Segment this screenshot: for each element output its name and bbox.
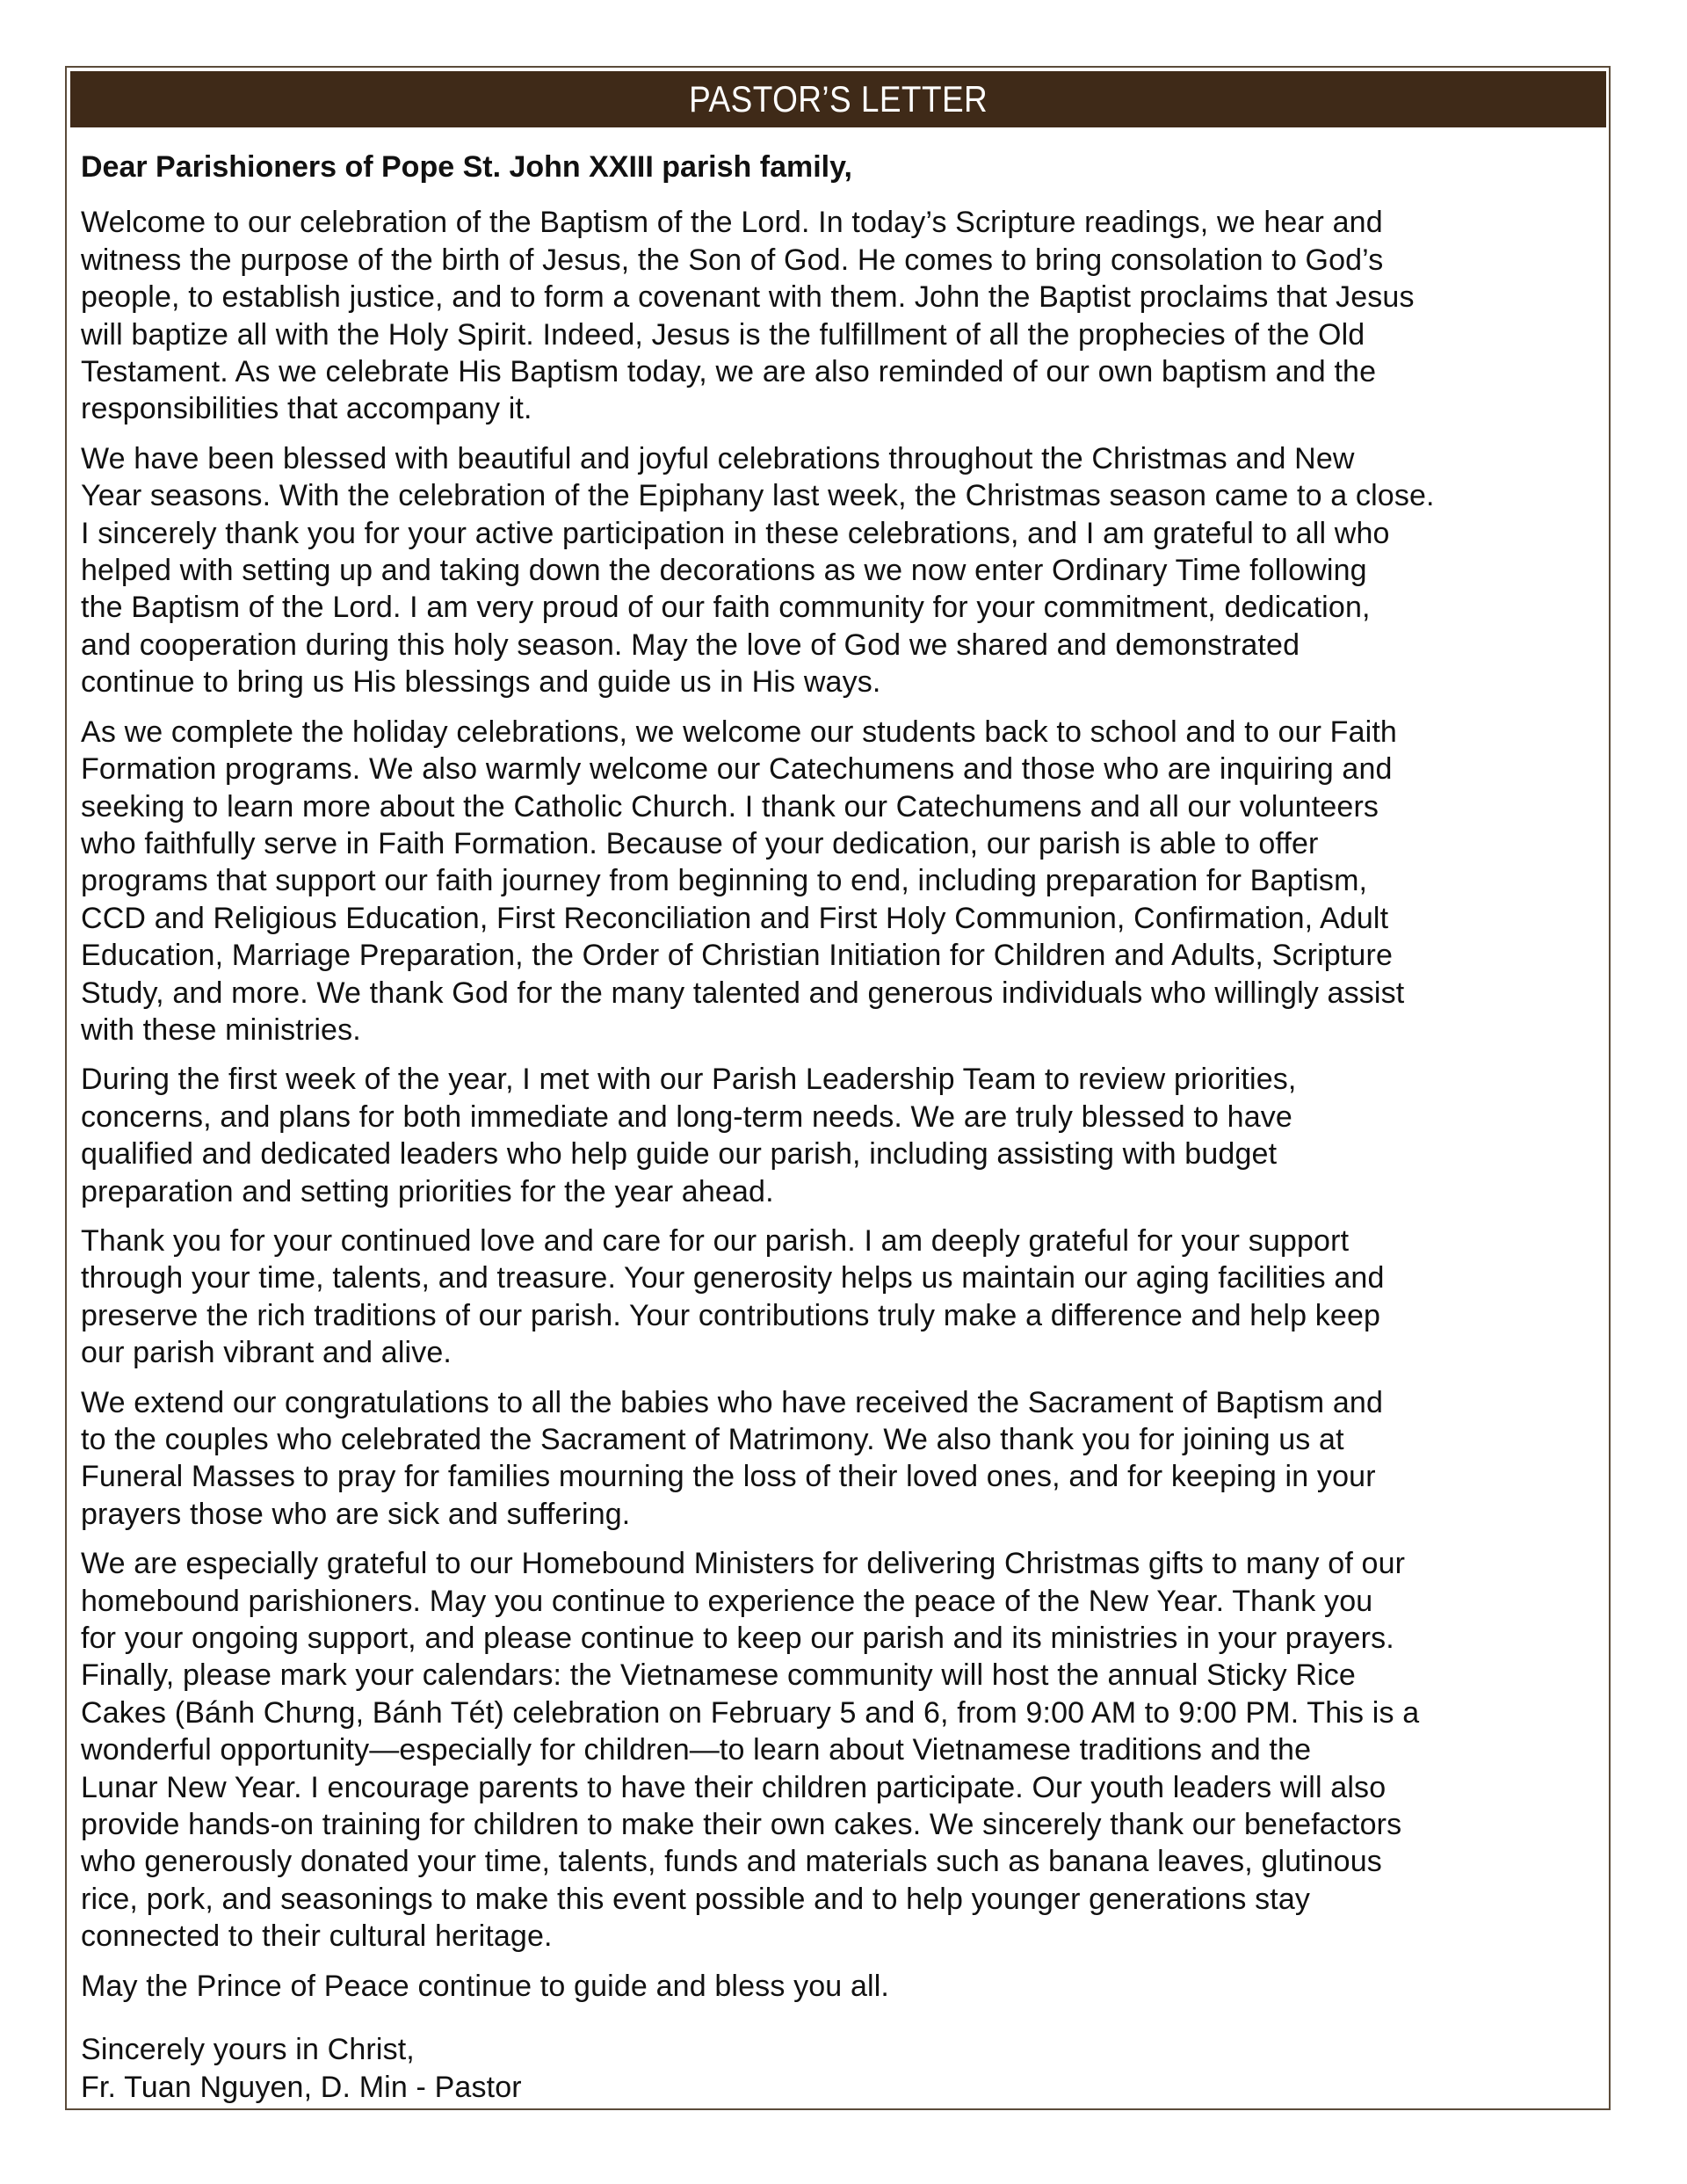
paragraph-line: preserve the rich traditions of our parish. Your contributions truly make a difference and help keep — [81, 1298, 1381, 1332]
paragraph-line: May the Prince of Peace continue to guide and bless you all. — [81, 1969, 890, 2003]
paragraph-line: our parish vibrant and alive. — [81, 1336, 453, 1370]
greeting: Dear Parishioners of Pope St. John XXIII parish family, — [81, 150, 852, 184]
paragraph-line: helped with setting up and taking down the decorations as we now enter Ordinary Time following — [81, 554, 1367, 588]
signature-closing: Sincerely yours in Christ, — [81, 2033, 415, 2067]
paragraph-line: Education, Marriage Preparation, the Order of Christian Initiation for Children and Adults, Scripture — [81, 939, 1394, 973]
paragraph — [81, 204, 1610, 427]
paragraph-line: I sincerely thank you for your active participation in these celebrations, and I am grateful to all who — [81, 516, 1390, 550]
paragraph-line: continue to bring us His blessings and guide us in His ways. — [81, 665, 881, 700]
paragraph-line: with these ministries. — [81, 1012, 361, 1047]
paragraph-line: Formation programs. We also warmly welcome our Catechumens and those who are inquiring and — [81, 752, 1393, 787]
paragraph-line: Thank you for your continued love and care for our parish. I am deeply grateful for your support — [81, 1223, 1350, 1258]
signature-name: Fr. Tuan Nguyen, D. Min - Pastor — [81, 2070, 522, 2104]
paragraph-line: Lunar New Year. I encourage parents to have their children participate. Our youth leaders will also — [81, 1770, 1387, 1804]
paragraph — [81, 1968, 1610, 2005]
section-title: PASTOR’S LETTER — [688, 78, 988, 120]
paragraph — [81, 1545, 1610, 1955]
paragraph-line: Finally, please mark your calendars: the Vietnamese community will host the annual Sticky Rice — [81, 1658, 1356, 1693]
paragraph-line: through your time, talents, and treasure. Your generosity helps us maintain our aging facilities and — [81, 1261, 1385, 1295]
paragraph-line: prayers those who are sick and suffering. — [81, 1497, 631, 1531]
section-header — [70, 71, 1606, 127]
paragraph-line: seeking to learn more about the Catholic Church. I thank our Catechumens and all our volunteers — [81, 789, 1379, 824]
letter-body — [81, 149, 1610, 2106]
paragraph-line: Cakes (Bánh Chưng, Bánh Tét) celebration on February 5 and 6, from 9:00 AM to 9:00 PM. This is a — [81, 1695, 1420, 1730]
paragraph-line: We extend our congratulations to all the babies who have received the Sacrament of Baptism and — [81, 1385, 1384, 1419]
paragraph-line: for your ongoing support, and please continue to keep our parish and its ministries in your prayers. — [81, 1622, 1394, 1656]
paragraph-line: Testament. As we celebrate His Baptism today, we are also reminded of our own baptism and the — [81, 355, 1377, 389]
paragraph-line: concerns, and plans for both immediate and long-term needs. We are truly blessed to have — [81, 1099, 1292, 1134]
paragraph-line: connected to their cultural heritage. — [81, 1919, 553, 1954]
paragraph-line: will baptize all with the Holy Spirit. Indeed, Jesus is the fulfillment of all the prophecies of the Old — [81, 317, 1365, 352]
paragraph-line: We are especially grateful to our Homebound Ministers for delivering Christmas gifts to many of our — [81, 1547, 1406, 1581]
paragraph-line: preparation and setting priorities for the year ahead. — [81, 1174, 774, 1208]
paragraphs — [81, 204, 1610, 2005]
paragraph-line: Welcome to our celebration of the Baptism of the Lord. In today’s Scripture readings, we hear and — [81, 206, 1383, 240]
paragraph-line: Funeral Masses to pray for families mourning the loss of their loved ones, and for keeping in your — [81, 1460, 1376, 1494]
paragraph-line: wonderful opportunity—especially for children—to learn about Vietnamese traditions and the — [81, 1733, 1312, 1767]
paragraph — [81, 1384, 1610, 1534]
paragraph — [81, 440, 1610, 701]
paragraph-line: Study, and more. We thank God for the many talented and generous individuals who willingly assist — [81, 976, 1405, 1010]
paragraph-line: witness the purpose of the birth of Jesus, the Son of God. He comes to bring consolation to God’s — [81, 243, 1384, 277]
paragraph-line: to the couples who celebrated the Sacrament of Matrimony. We also thank you for joining us at — [81, 1423, 1344, 1456]
paragraph-line: who generously donated your time, talents, funds and materials such as banana leaves, glutinous — [81, 1845, 1382, 1879]
paragraph-line: CCD and Religious Education, First Reconciliation and First Holy Communion, Confirmation, Adult — [81, 901, 1389, 935]
paragraph-line: the Baptism of the Lord. I am very proud of our faith community for your commitment, dedication, — [81, 591, 1371, 625]
signature-block — [81, 2031, 1610, 2106]
paragraph-line: rice, pork, and seasonings to make this event possible and to help younger generations stay — [81, 1882, 1311, 1916]
paragraph-line: people, to establish justice, and to form a covenant with them. John the Baptist proclaims that Jesus — [81, 280, 1415, 315]
paragraph-line: During the first week of the year, I met with our Parish Leadership Team to review priorities, — [81, 1063, 1297, 1097]
paragraph-line: We have been blessed with beautiful and joyful celebrations throughout the Christmas and New — [81, 441, 1355, 475]
paragraph-line: homebound parishioners. May you continue to experience the peace of the New Year. Thank you — [81, 1584, 1373, 1618]
paragraph — [81, 714, 1610, 1049]
paragraph-line: and cooperation during this holy season. May the love of God we shared and demonstrated — [81, 628, 1300, 662]
paragraph-line: provide hands-on training for children to make their own cakes. We sincerely thank our benefactors — [81, 1808, 1402, 1842]
paragraph-line: who faithfully serve in Faith Formation. Because of your dedication, our parish is able to offer — [81, 826, 1319, 860]
paragraph-line: programs that support our faith journey from beginning to end, including preparation for Baptism, — [81, 864, 1368, 898]
paragraph — [81, 1223, 1610, 1372]
paragraph — [81, 1061, 1610, 1210]
paragraph-line: responsibilities that accompany it. — [81, 392, 532, 426]
paragraph-line: Year seasons. With the celebration of the Epiphany last week, the Christmas season came to a close. — [81, 479, 1435, 513]
paragraph-line: As we complete the holiday celebrations, we welcome our students back to school and to our Faith — [81, 715, 1397, 749]
paragraph-line: qualified and dedicated leaders who help guide our parish, including assisting with budget — [81, 1137, 1278, 1172]
